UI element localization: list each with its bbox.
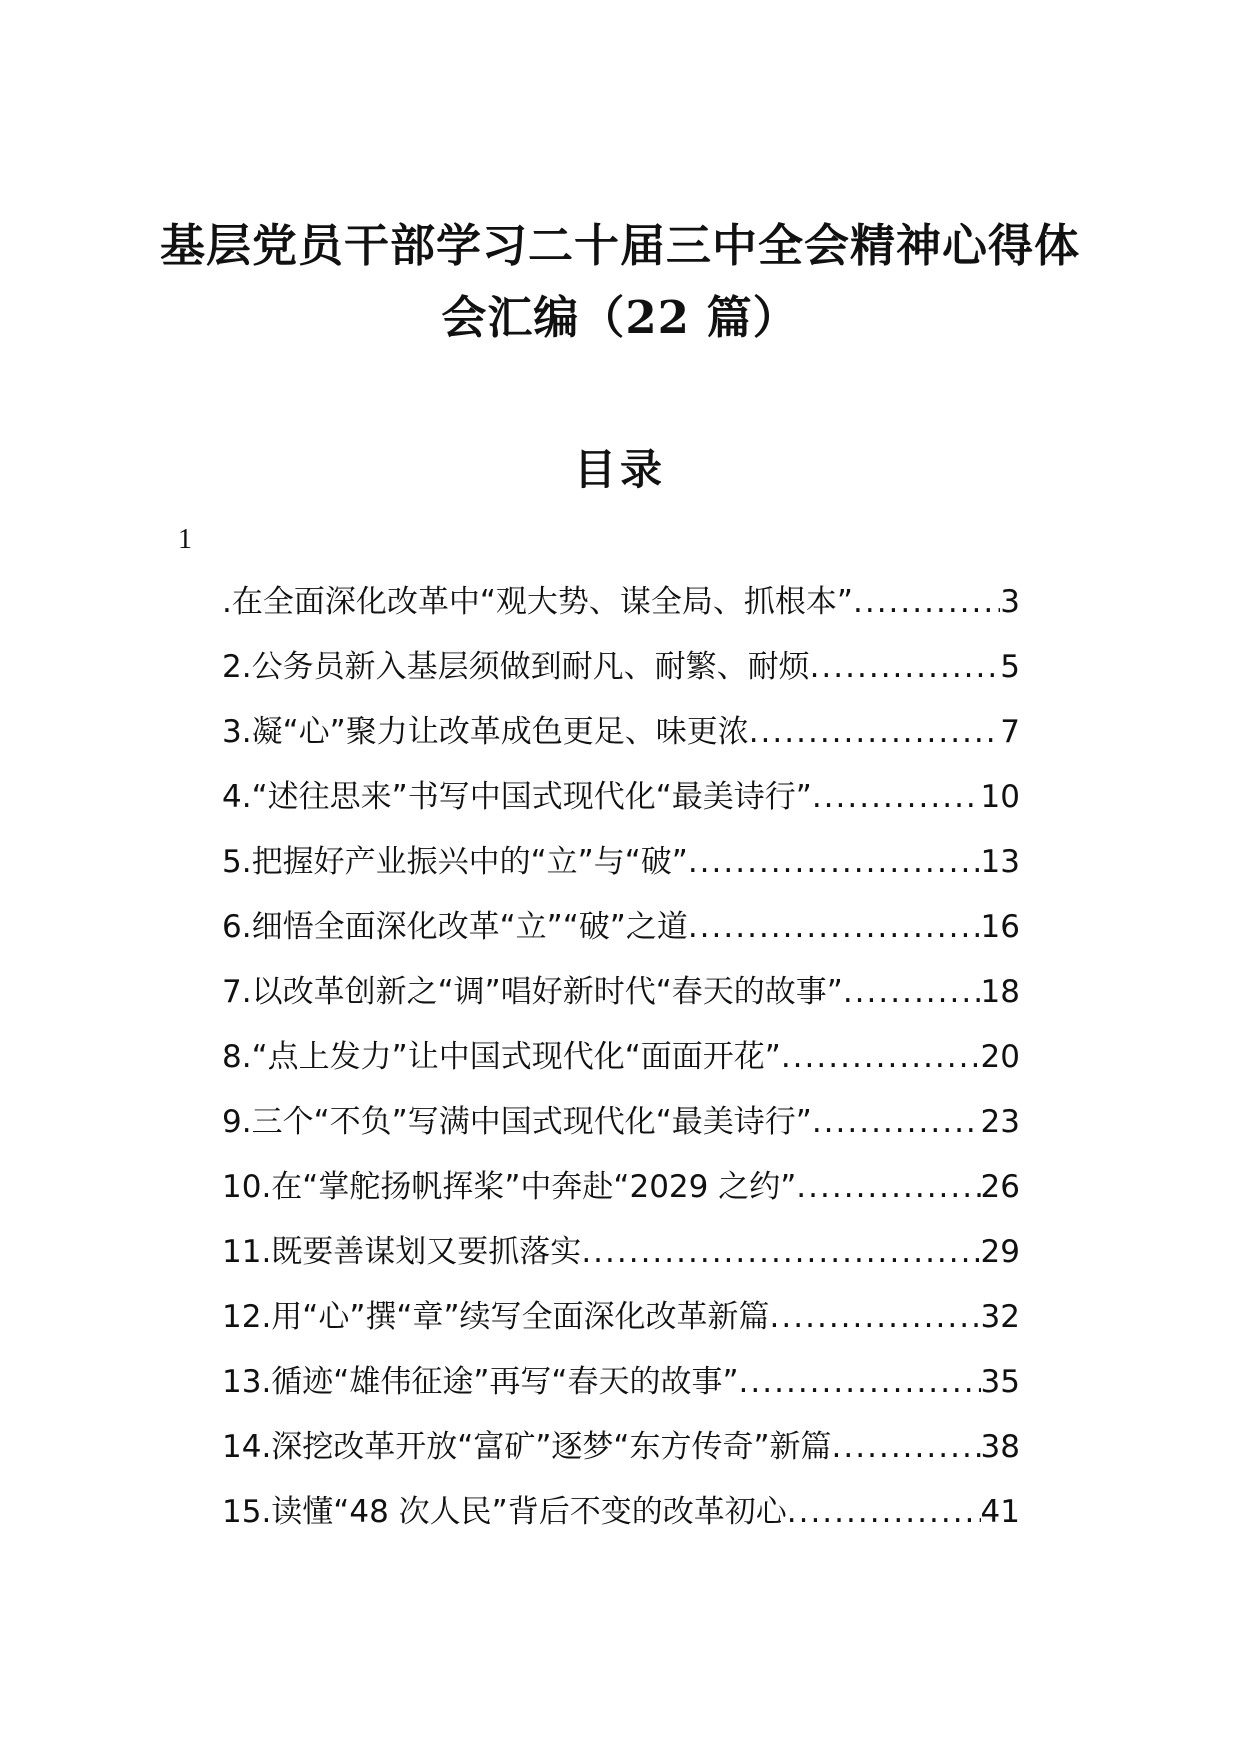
toc-dot-leader	[781, 1035, 981, 1080]
toc-dot-leader	[853, 580, 1000, 625]
toc-entry-11[interactable]	[222, 1230, 1020, 1295]
toc-entry-title: 14.深挖改革开放“富矿”逐梦“东方传奇”新篇	[222, 1429, 832, 1465]
toc-entry-4[interactable]	[222, 775, 1020, 840]
toc-entry-14[interactable]	[222, 1425, 1020, 1490]
toc-heading: 目录	[573, 445, 666, 494]
toc-page-number: 29	[980, 1234, 1020, 1270]
toc-entry-6[interactable]	[222, 905, 1020, 970]
toc-dot-leader	[796, 1165, 980, 1210]
stray-list-number: 1	[178, 524, 192, 555]
toc-entry-title: 3.凝“心”聚力让改革成色更足、味更浓	[222, 714, 749, 750]
toc-dot-leader	[770, 1295, 981, 1340]
toc-entry-title: 5.把握好产业振兴中的“立”与“破”	[222, 844, 688, 880]
toc-entry-12[interactable]	[222, 1295, 1020, 1360]
toc-dot-leader	[832, 1425, 981, 1470]
toc-dot-leader	[739, 1360, 981, 1405]
toc-page-number: 16	[980, 909, 1020, 945]
toc-entry-title: 11.既要善谋划又要抓落实	[222, 1234, 582, 1270]
toc-entry-title: 6.细悟全面深化改革“立”“破”之道	[222, 909, 688, 945]
toc-page-number: 20	[980, 1039, 1020, 1075]
toc-entry-title: 4.“述往思来”书写中国式现代化“最美诗行”	[222, 779, 812, 815]
toc-entry-title: 8.“点上发力”让中国式现代化“面面开花”	[222, 1039, 781, 1075]
toc-page-number: 41	[980, 1494, 1020, 1530]
toc-entry-title: 12.用“心”撰“章”续写全面深化改革新篇	[222, 1299, 770, 1335]
toc-dot-leader	[812, 1100, 981, 1145]
toc-page-number: 13	[980, 844, 1020, 880]
toc-dot-leader	[810, 645, 1001, 690]
toc-entry-10[interactable]	[222, 1165, 1020, 1230]
toc-entry-15[interactable]	[222, 1490, 1020, 1555]
toc-entry-title: .在全面深化改革中“观大势、谋全局、抓根本”	[222, 584, 853, 620]
toc-dot-leader	[812, 775, 981, 820]
toc-entry-1[interactable]	[222, 580, 1020, 645]
toc-entry-title: 9.三个“不负”写满中国式现代化“最美诗行”	[222, 1104, 812, 1140]
toc-page-number: 23	[980, 1104, 1020, 1140]
table-of-contents	[222, 580, 1020, 1555]
toc-entry-7[interactable]	[222, 970, 1020, 1035]
toc-entry-title: 10.在“掌舵扬帆挥桨”中奔赴“2029 之约”	[222, 1169, 797, 1205]
toc-entry-title: 2.公务员新入基层须做到耐凡、耐繁、耐烦	[222, 649, 810, 685]
toc-dot-leader	[688, 840, 981, 885]
toc-entry-9[interactable]	[222, 1100, 1020, 1165]
toc-dot-leader	[749, 710, 1001, 755]
toc-dot-leader	[843, 970, 981, 1015]
toc-dot-leader	[688, 905, 981, 950]
toc-page-number: 5	[1000, 649, 1020, 685]
toc-page-number: 7	[1000, 714, 1020, 750]
toc-entry-3[interactable]	[222, 710, 1020, 775]
toc-entry-title: 7.以改革创新之“调”唱好新时代“春天的故事”	[222, 974, 843, 1010]
toc-page-number: 18	[980, 974, 1020, 1010]
toc-dot-leader	[787, 1490, 981, 1535]
toc-page-number: 3	[1000, 584, 1020, 620]
toc-entry-5[interactable]	[222, 840, 1020, 905]
toc-page-number: 32	[980, 1299, 1020, 1335]
toc-page-number: 10	[980, 779, 1020, 815]
toc-entry-title: 15.读懂“48 次人民”背后不变的改革初心	[222, 1494, 787, 1530]
toc-entry-13[interactable]	[222, 1360, 1020, 1425]
toc-page-number: 26	[980, 1169, 1020, 1205]
document-title-line-2: 会汇编（22 篇）	[441, 291, 799, 344]
toc-page-number: 38	[980, 1429, 1020, 1465]
toc-page-number: 35	[980, 1364, 1020, 1400]
toc-dot-leader	[581, 1230, 980, 1275]
toc-entry-2[interactable]	[222, 645, 1020, 710]
toc-entry-title: 13.循迹“雄伟征途”再写“春天的故事”	[222, 1364, 739, 1400]
toc-entry-8[interactable]	[222, 1035, 1020, 1100]
document-title-line-1: 基层党员干部学习二十届三中全会精神心得体	[159, 219, 1080, 272]
